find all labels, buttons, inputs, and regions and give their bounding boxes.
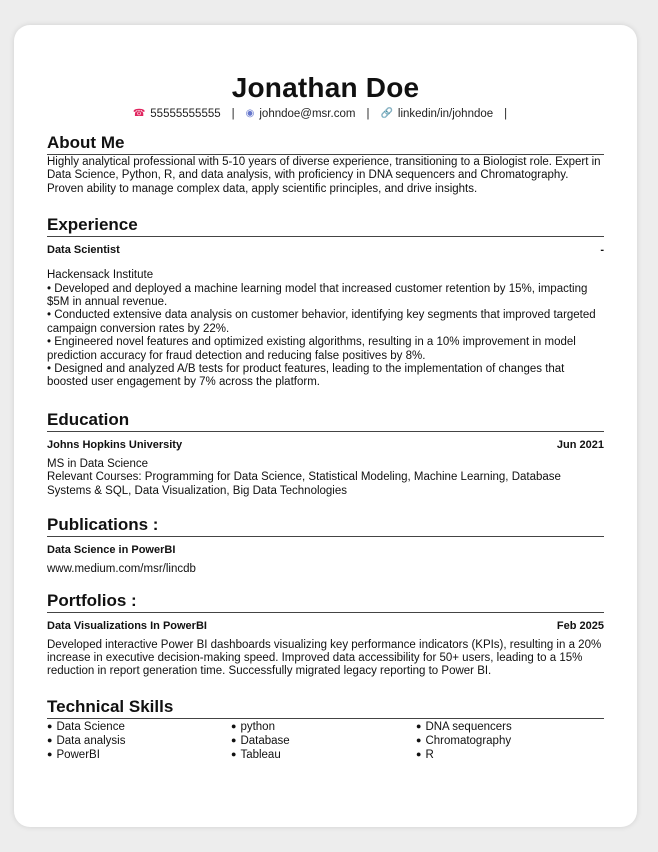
skill-item: ● Chromatography	[416, 734, 606, 748]
section-title-about: About Me	[47, 133, 604, 155]
skill-item: ● Data Science	[47, 720, 231, 734]
skills-section	[47, 697, 604, 762]
school-name: Johns Hopkins University	[47, 438, 183, 451]
email-icon: ◉	[245, 108, 255, 119]
publication-title: Data Science in PowerBI	[47, 544, 176, 557]
experience-bullet: • Developed and deployed a machine learning model that increased customer retention by 15%, impacting $5M in annual revenue.	[47, 282, 588, 309]
portfolio-text: Developed interactive Power BI dashboards visualizing key performance indicators (KPIs), resulting in a 20% increase in executive decision-making speed. Improved data accessibility for 50+ users, leading to a 15% reduction in report generation time. Successfully migrated legacy reporting to Power BI.	[47, 638, 602, 678]
education-date: Jun 2021	[556, 438, 604, 451]
experience-bullet: • Engineered novel features and optimized existing algorithms, resulting in a 10% improvement in model prediction accuracy for fraud detection and reducing false positives by 8%.	[47, 336, 576, 362]
link-icon: 🔗	[380, 108, 393, 119]
contact-line	[47, 107, 604, 121]
degree: MS in Data Science	[47, 457, 148, 470]
section-title-portfolios: Portfolios :	[47, 591, 604, 613]
contact-separator: |	[366, 108, 370, 120]
job-role: Data Scientist	[47, 244, 120, 257]
portfolio-row	[47, 619, 604, 633]
education-row	[47, 438, 604, 452]
skill-item: ● Data analysis	[47, 734, 231, 748]
section-title-experience: Experience	[47, 215, 604, 237]
publication-link[interactable]: www.medium.com/msr/lincdb	[47, 563, 196, 576]
relevant-courses: Relevant Courses: Programming for Data Science, Statistical Modeling, Machine Learning, Database Systems & SQL, Data Visualization, Big Data Technologies	[47, 471, 561, 497]
skill-item: ● Database	[231, 734, 416, 748]
email-contact[interactable]	[246, 107, 356, 121]
about-text: Highly analytical professional with 5-10 years of diverse experience, transitioning to a Biologist role. Expert in Data Science, Python, R, and data analysis, with proficiency in DNA sequencers and Chromatography. Proven ability to manage complex data, apply scientific principles, and drive insights.	[47, 156, 601, 195]
linkedin-url[interactable]: linkedin/in/johndoe	[397, 108, 494, 120]
candidate-name: Jonathan Doe	[231, 72, 420, 103]
contact-separator: |	[231, 108, 235, 120]
skill-item: ● Tableau	[231, 748, 416, 762]
skill-item: ● DNA sequencers	[416, 720, 606, 734]
publication-row	[47, 543, 604, 557]
phone-icon: ☎	[132, 108, 146, 119]
experience-section	[47, 215, 604, 390]
section-title-skills: Technical Skills	[47, 697, 604, 719]
resume-page	[14, 25, 637, 827]
portfolio-date: Feb 2025	[556, 619, 604, 632]
portfolios-section	[47, 591, 604, 679]
section-title-publications: Publications :	[47, 515, 604, 537]
email-address[interactable]: johndoe@msr.com	[259, 108, 356, 120]
phone-number: 55555555555	[150, 108, 221, 120]
skill-item: ● R	[416, 748, 606, 762]
skill-item: ● python	[231, 720, 416, 734]
experience-bullet: • Designed and analyzed A/B tests for product features, leading to the implementation of changes that boosted user engagement by 7% across the platform.	[47, 363, 565, 389]
skill-item: ● PowerBI	[47, 748, 231, 762]
publications-section	[47, 515, 604, 576]
job-date: -	[600, 244, 604, 257]
portfolio-title: Data Visualizations In PowerBI	[47, 619, 207, 632]
experience-row	[47, 243, 604, 257]
experience-bullet: • Conducted extensive data analysis on customer behavior, identifying key segments that improved targeted campaign conversion rates by 22%.	[47, 309, 596, 335]
phone-contact	[133, 107, 221, 121]
education-section	[47, 410, 604, 498]
about-section	[47, 133, 604, 196]
linkedin-contact[interactable]	[380, 107, 493, 121]
contact-separator: |	[504, 108, 508, 120]
section-title-education: Education	[47, 410, 604, 432]
company-name: Hackensack Institute	[47, 269, 154, 282]
skills-grid	[47, 720, 604, 762]
